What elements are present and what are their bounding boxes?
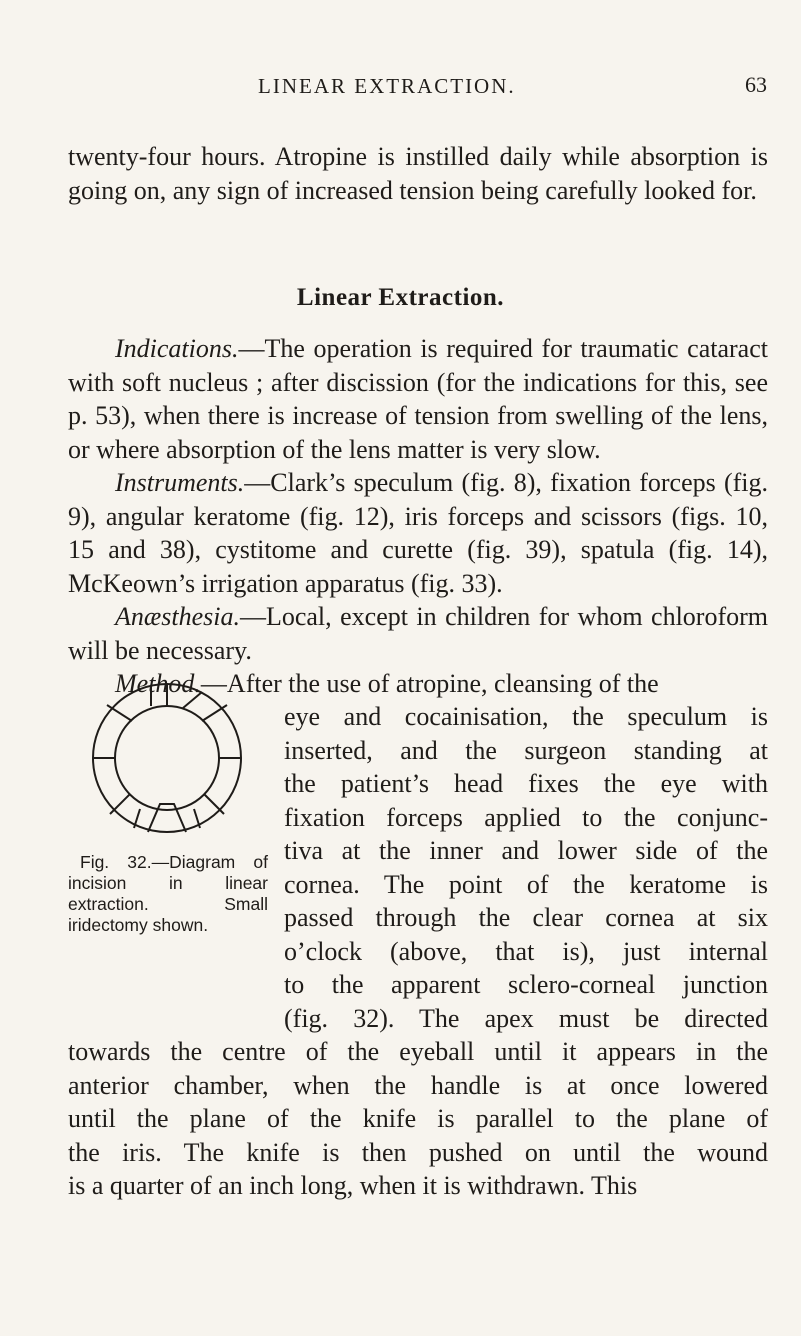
- radial-line: [183, 692, 202, 708]
- cornea-outline: [115, 706, 219, 810]
- instruments-text: —Clark’s speculum (fig. 8), fixation forceps (fig. 9), angular keratome (fig. 12), iris forceps and scissors (figs. 10, 15 and 38), cystitome and curette (fig. 39), spatula (fig. 14), McKeown’s irrigation apparatus (fig. 33).: [68, 468, 768, 598]
- anaesthesia-paragraph: [68, 600, 768, 667]
- indications-label: Indications.: [115, 334, 239, 363]
- method-line: is a quarter of an inch long, when it is withdrawn. This: [68, 1171, 638, 1200]
- indications-paragraph: [68, 332, 768, 466]
- running-head: LINEAR EXTRACTION.: [258, 74, 516, 98]
- method-line: inserted, and the surgeon standing at: [284, 735, 768, 765]
- method-line: until the plane of the knife is parallel to the plane of: [68, 1104, 768, 1133]
- radial-line: [110, 794, 130, 814]
- method-label: Method.: [115, 669, 201, 698]
- method-line: cornea. The point of the keratome is: [284, 869, 768, 899]
- method-line: the patient’s head fixes the eye with: [284, 769, 768, 798]
- instruments-label: Instruments.: [115, 468, 245, 497]
- method-line: fixation forceps applied to the conjunc-: [284, 802, 768, 832]
- figure-caption: Fig. 32.—Diagram of incision in linear extraction. Small iridectomy shown.: [68, 852, 268, 935]
- radial-line: [204, 794, 224, 814]
- method-line: o’clock (above, that is), just internal: [284, 936, 768, 966]
- method-line: tiva at the inner and lower side of the: [284, 836, 768, 865]
- anaesthesia-text: —Local, except in children for whom chloroform will be necessary.: [68, 602, 768, 665]
- anaesthesia-label: Anæsthesia.: [115, 602, 240, 631]
- method-line: (fig. 32). The apex must be directed: [284, 1003, 768, 1033]
- eye-incision-diagram: [72, 678, 262, 838]
- method-line: passed through the clear cornea at six: [284, 903, 768, 932]
- method-line: the iris. The knife is then pushed on until the wound: [68, 1137, 768, 1167]
- page-number: 63: [745, 72, 767, 97]
- method-first-line-text: —After the use of atropine, cleansing of the: [200, 669, 659, 698]
- method-line: eye and cocainisation, the speculum is: [284, 702, 768, 731]
- method-line: to the apparent sclero-corneal junction: [284, 970, 768, 999]
- method-line: towards the centre of the eyeball until it appears in the: [68, 1037, 768, 1066]
- radial-line: [107, 705, 132, 721]
- method-line: anterior chamber, when the handle is at once lowered: [68, 1070, 768, 1100]
- instruments-paragraph: [68, 466, 768, 600]
- radial-line: [202, 705, 227, 721]
- section-heading: Linear Extraction.: [296, 284, 505, 311]
- intro-paragraph: twenty-four hours. Atropine is instilled daily while absorption is going on, any sign of increased tension being carefully looked for.: [68, 142, 768, 205]
- figure-32: [68, 678, 268, 838]
- indications-text: —The operation is required for traumatic cataract with soft nucleus ; after discission (for the indications for this, see p. 53), when there is increase of tension from swelling of the lens, or where absorption of the lens matter is very slow.: [68, 334, 768, 464]
